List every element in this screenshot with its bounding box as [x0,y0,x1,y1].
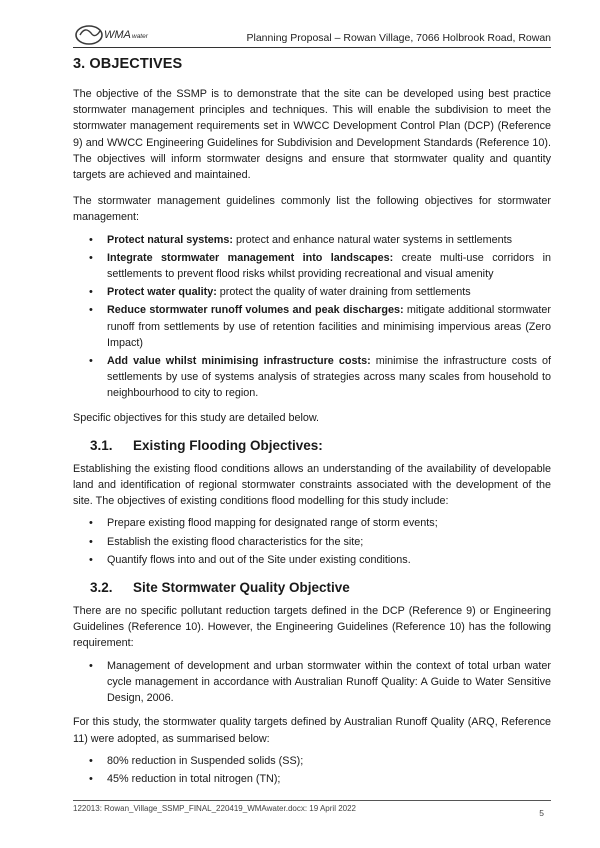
page-header [73,20,551,48]
list-item: • Prepare existing flood mapping for designated range of storm events; [107,515,551,531]
list-item: • Quantify flows into and out of the Site under existing conditions. [107,552,551,568]
quality-targets-list [73,753,551,787]
section-3-paragraph-2: The stormwater management guidelines commonly list the following objectives for stormwater management: [73,195,551,224]
guideline-requirement-list [73,658,551,707]
list-item: • Management of development and urban stormwater within the context of total urban water cycle management in accordance with Australian Runoff Quality: A Guide to Water Sensitive Design, 2006. [107,658,551,707]
page-content [73,56,551,795]
section-3-2-paragraph-1: There are no specific pollutant reduction targets defined in the DCP (Reference 9) or Engineering Guidelines (Reference 10). However, the Engineering Guidelines (Reference 10) has the following requirement: [73,605,551,650]
page-number: 5 [539,808,544,818]
section-3-2-paragraph-2: For this study, the stormwater quality targets defined by Australian Runoff Quality (ARQ, Reference 11) were adopted, as summarised below: [73,716,551,745]
section-3-1-heading: 3.1. Existing Flooding Objectives: [90,437,323,453]
list-item: • Protect natural systems: protect and enhance natural water systems in settlements [107,232,551,248]
footer-divider [73,800,551,801]
list-item: • Protect water quality: protect the quality of water draining from settlements [107,284,551,300]
wmawater-logo [73,20,163,46]
objectives-list [73,232,551,402]
list-item: • Add value whilst minimising infrastructure costs: minimise the infrastructure costs of settlements by use of systems analysis of strategies across many scales from household to neighbourhood to city to region. [107,353,551,402]
list-item: • 45% reduction in total nitrogen (TN); [107,771,551,787]
list-item: • 80% reduction in Suspended solids (SS); [107,753,551,769]
section-3-paragraph-1: The objective of the SSMP is to demonstrate that the site can be developed using best practice stormwater management principles and techniques. This will enable the subdivision to meet the stormwater management requirements set in WWCC Development Control Plan (DCP) (Reference 9) and WWCC Engineering Guidelines for Subdivision and Development Standards (Reference 10). The objectives will inform stormwater designs and ensure that stormwater quality and quantity targets are achieved and maintained. [73,88,551,182]
list-item: • Reduce stormwater runoff volumes and peak discharges: mitigate additional stormwater runoff from settlements by use of retention facilities and minimising impervious areas (Zero Impact) [107,302,551,351]
header-divider [73,47,551,48]
footer-file-reference: 122013: Rowan_Village_SSMP_FINAL_220419_WMAwater.docx: 19 April 2022 [73,804,356,813]
section-3-2-heading: 3.2. Site Stormwater Quality Objective [90,580,350,596]
flood-objectives-list [73,515,551,568]
list-item: • Integrate stormwater management into landscapes: create multi-use corridors in settlements to prevent flood risks whilst providing recreational and visual amenity [107,250,551,282]
svg-text:WMA: WMA [104,29,131,41]
header-title: Planning Proposal – Rowan Village, 7066 Holbrook Road, Rowan [246,32,551,44]
svg-text:water: water [132,33,148,40]
section-3-paragraph-3: Specific objectives for this study are detailed below. [73,411,320,424]
section-3-heading: 3. OBJECTIVES [73,56,183,72]
section-3-1-paragraph-1: Establishing the existing flood conditions allows an understanding of the availability of developable land and identification of regional stormwater constraints associated with the development of the site. The objectives of existing conditions flood modelling for this study include: [73,462,551,508]
list-item: • Establish the existing flood characteristics for the site; [107,534,551,550]
